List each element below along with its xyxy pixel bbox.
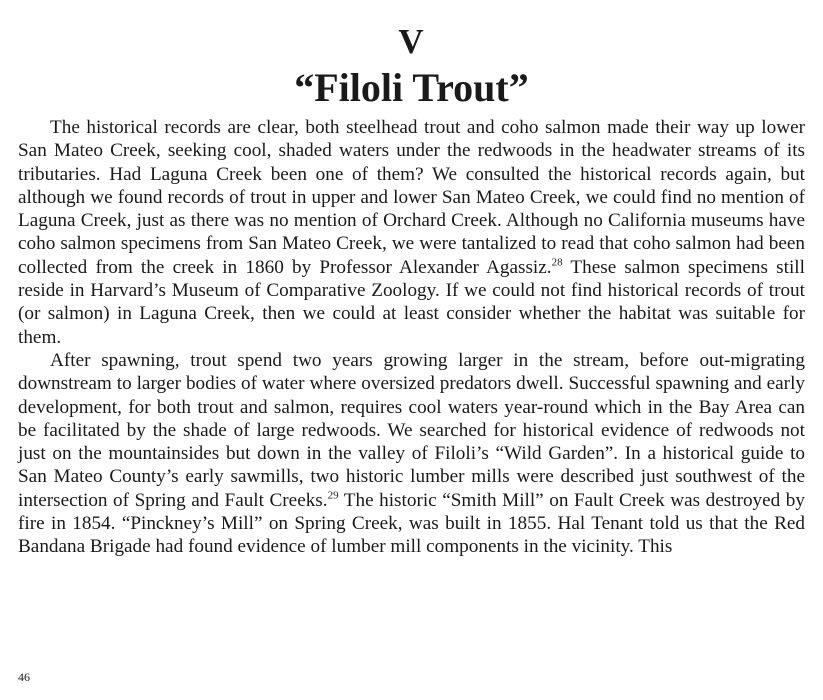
chapter-title: “Filoli Trout” <box>294 65 529 110</box>
paragraph-2-text-b: The historic “Smith Mill” on Fault Creek was destroyed by fire in 1854. “Pinckney’s Mill” on Spring Creek, was built in 1855. Hal Tenant told us that the Red Bandana Brigade had found evidence of lumber mill components in the vicinity. This <box>18 489 805 558</box>
paragraph-1-text-a: The historical records are clear, both steelhead trout and coho salmon made their way up lower San Mateo Creek, seeking cool, shaded waters under the redwoods in the headwater streams of its tributaries. Had Laguna Creek been one of them? We consulted the historical records again, but although we found records of trout in upper and lower San Mateo Creek, we could find no mention of Laguna Creek, just as there was no mention of Orchard Creek. Although no California museums have coho salmon specimens from San Mateo Creek, we were tantalized to read that coho salmon had been collected from the creek in 1860 by Professor Alexander Agassiz. <box>18 117 805 278</box>
chapter-number: V <box>398 22 425 61</box>
footnote-ref-28: 28 <box>551 256 563 269</box>
paragraph-2-text-a: After spawning, trout spend two years growing larger in the stream, before out-migrating downstream to larger bodies of water where oversized predators dwell. Successful spawning and early development, for both trout and salmon, requires cool waters year-round which in the Bay Area can be facilitated by the shade of large redwoods. We searched for historical evidence of redwoods not just on the mountainsides but down in the valley of Filoli’s “Wild Garden”. In a historical guide to San Mateo County’s early sawmills, two historic lumber mills were described just southwest of the intersection of Spring and Fault Creeks. <box>18 349 805 511</box>
footnote-ref-29: 29 <box>327 489 339 502</box>
book-page <box>18 22 805 559</box>
paragraph-2 <box>18 349 805 559</box>
page-number: 46 <box>18 670 30 684</box>
paragraph-1 <box>18 116 805 349</box>
paragraph-1-text-b: These salmon specimens still reside in Harvard’s Museum of Comparative Zoology. If we could not find historical records of trout (or salmon) in Laguna Creek, then we could at least consider whether the habitat was suitable for them. <box>18 256 805 348</box>
